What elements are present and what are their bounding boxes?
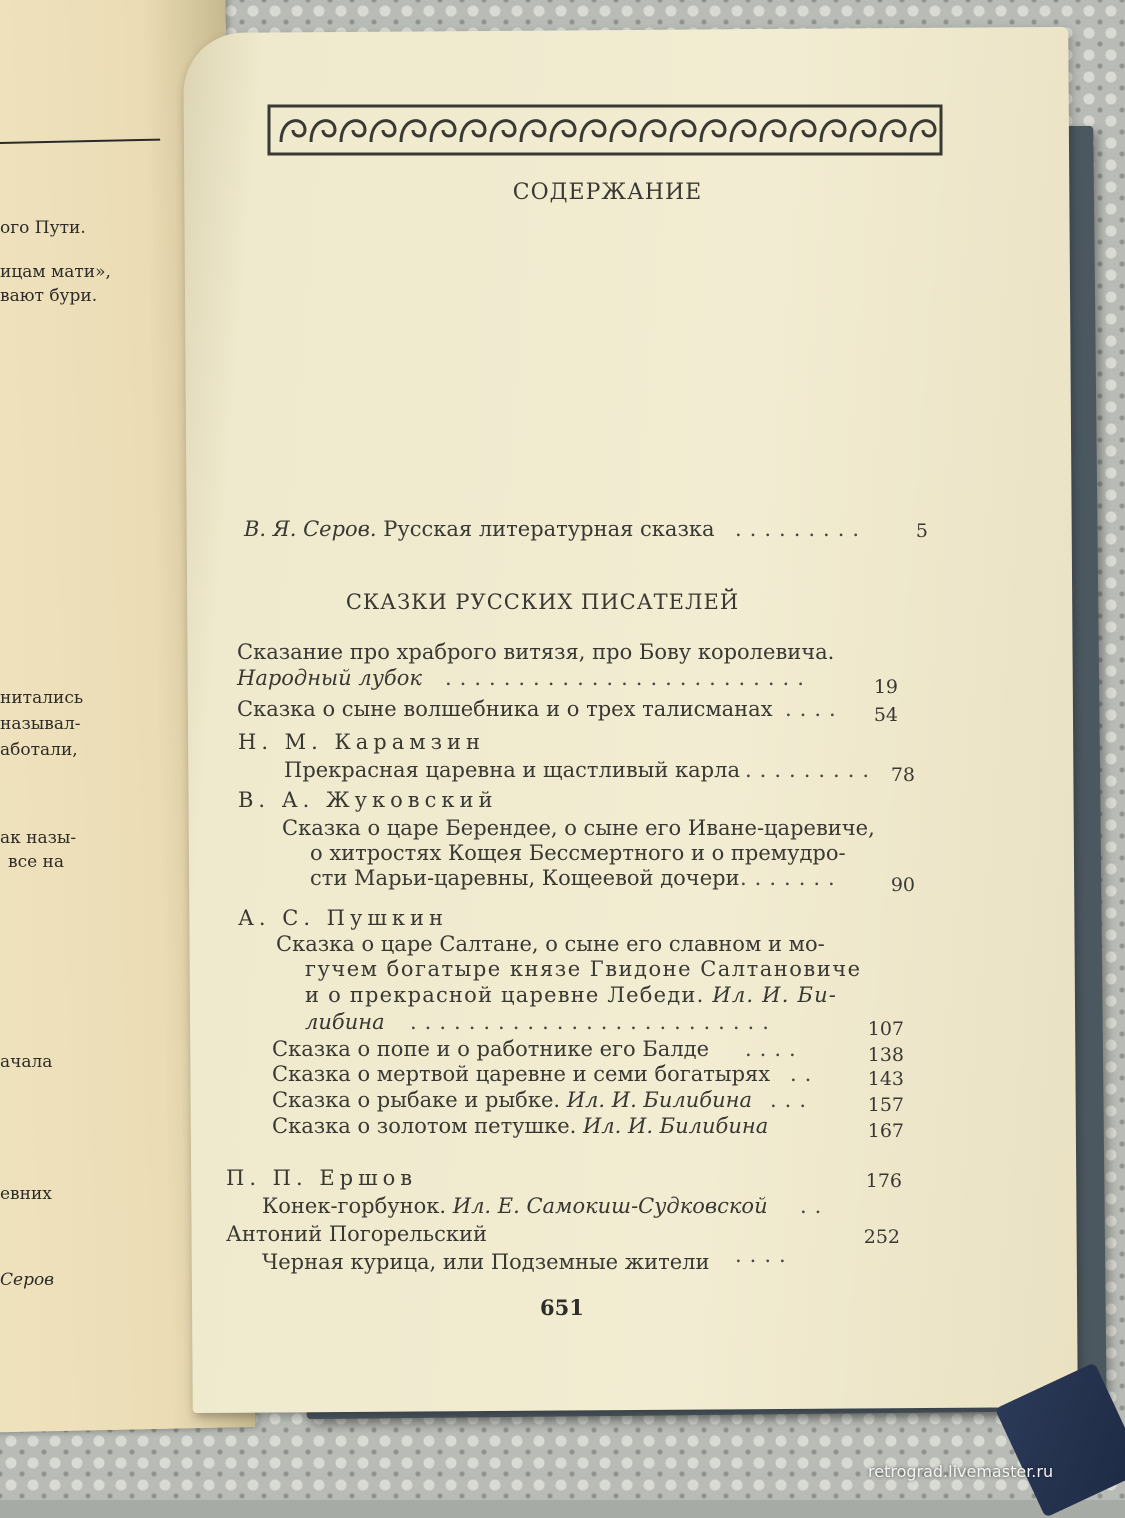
toc-entry-bova: Сказание про храброго витязя, про Бову королевича. (237, 640, 835, 664)
toc-entry-kuritsa: Черная курица, или Подземные жители (262, 1250, 710, 1274)
toc-author-ershov: П. П. Ершов (226, 1166, 418, 1190)
toc-illustrator: Ил. Е. Самокиш-Судковской (452, 1194, 768, 1218)
ornament-scroll (911, 121, 935, 142)
ornament-scroll (671, 121, 695, 142)
toc-page-number: 90 (890, 874, 915, 896)
ornament-scroll (881, 121, 905, 142)
toc-entry-tsarevna: Сказка о мертвой царевне и семи богатырях (272, 1062, 771, 1086)
toc-entry-saltan-cont: гучем богатыре князе Гвидоне Салтановиче (305, 957, 862, 981)
watermark: retrograd.livemaster.ru (868, 1462, 1054, 1481)
toc-illustrator: Ил. И. Би- (712, 983, 838, 1007)
page-title: СОДЕРЖАНИЕ (512, 180, 703, 205)
ornament-scroll (491, 121, 515, 142)
toc-entry-intro (244, 517, 715, 541)
toc-leader-dots: .... (735, 1243, 794, 1267)
toc-leader-dots: ......................... (410, 1010, 777, 1034)
toc-page-number: 143 (867, 1068, 904, 1090)
toc-page-number: 19 (873, 676, 898, 698)
toc-title: Русская литературная сказка (376, 517, 715, 541)
toc-leader-dots: ....... (740, 866, 843, 890)
left-page-line: аботали, (0, 740, 78, 760)
toc-entry-bova-subtitle (237, 666, 422, 690)
toc-title-part: Сказка о рыбаке и рыбке. (272, 1088, 567, 1112)
ornament-scroll (281, 121, 305, 142)
ornament-scroll (761, 121, 785, 142)
left-page-line: ачала (0, 1052, 53, 1072)
page-number: 651 (540, 1295, 584, 1320)
toc-page-number: 107 (867, 1018, 904, 1040)
toc-leader-dots: ......... (745, 758, 878, 782)
toc-leader-dots: ......................... (445, 666, 812, 690)
ornament-scroll (401, 121, 425, 142)
toc-illustrator: Ил. И. Билибина (582, 1114, 769, 1138)
toc-page-number: 78 (890, 764, 915, 786)
toc-author-pogorelsky: Антоний Погорельский (226, 1222, 487, 1246)
left-page-line: ицам мати», (0, 262, 111, 282)
toc-entry-rybak (272, 1088, 752, 1112)
section-title: СКАЗКИ РУССКИХ ПИСАТЕЛЕЙ (345, 590, 740, 614)
toc-page-number: 252 (863, 1226, 900, 1248)
toc-entry-petushok (272, 1114, 768, 1138)
ornament-scroll (701, 121, 725, 142)
left-page-line: Серов (0, 1270, 55, 1290)
toc-page-number: 138 (867, 1044, 904, 1066)
toc-page-number: 54 (873, 704, 898, 726)
left-page-rule (0, 139, 160, 145)
ornament-scroll (581, 121, 605, 142)
toc-entry-zhukovsky-cont: сти Марьи-царевны, Кощеевой дочери (310, 866, 740, 890)
toc-page-number: 167 (867, 1120, 904, 1142)
toc-illustrator: Ил. И. Билибина (566, 1088, 752, 1112)
toc-leader-dots: ......... (735, 517, 868, 541)
toc-title-part: Сказка о золотом петушке. (272, 1114, 583, 1138)
toc-leader-dots: .. (790, 1062, 820, 1086)
toc-leader-dots: .. (800, 1194, 830, 1218)
decorative-ornament (265, 102, 945, 158)
toc-page-number: 157 (867, 1094, 904, 1116)
ornament-scroll (521, 121, 545, 142)
left-page-line: все на (8, 852, 65, 872)
toc-title-part: Конек-горбунок. (262, 1194, 453, 1218)
ornament-scroll (431, 121, 455, 142)
toc-entry-saltan-cont (305, 1010, 385, 1034)
left-page-line: ак назы- (0, 828, 77, 848)
toc-author-pushkin: А. С. Пушкин (238, 906, 448, 930)
ornament-scroll (611, 121, 635, 142)
ornament-scroll (341, 121, 365, 142)
toc-entry-son: Сказка о сыне волшебника и о трех талисманах (237, 697, 773, 721)
toc-leader-dots: ... (770, 1088, 815, 1112)
toc-page-number: 5 (915, 520, 928, 542)
left-page-line: ого Пути. (0, 218, 86, 238)
toc-illustrator: либина (305, 1010, 385, 1034)
ornament-scroll (791, 121, 815, 142)
ornament-scroll (371, 121, 395, 142)
toc-leader-dots: .... (785, 697, 844, 721)
toc-page-number: 176 (865, 1170, 902, 1192)
toc-entry-saltan-cont (305, 983, 837, 1007)
toc-author-zhukovsky: В. А. Жуковский (238, 788, 498, 812)
toc-entry-karamzin: Прекрасная царевна и щастливый карла (284, 758, 740, 782)
left-page-line: нитались (0, 688, 84, 708)
toc-author-karamzin: Н. М. Карамзин (238, 730, 486, 754)
ornament-scroll (821, 121, 845, 142)
ornament-scroll (851, 121, 875, 142)
toc-leader-dots: .... (745, 1037, 804, 1061)
toc-entry-saltan: Сказка о царе Салтане, о сыне его славном и мо- (276, 932, 825, 956)
toc-title-part: и о прекрасной царевне Лебеди. (305, 983, 713, 1007)
toc-entry-zhukovsky-cont: о хитростях Кощея Бессмертного и о премудро- (310, 841, 846, 865)
ornament-scroll (641, 121, 665, 142)
toc-entry-zhukovsky: Сказка о царе Берендее, о сыне его Иване-царевиче, (282, 816, 875, 840)
left-page-line: вают бури. (0, 286, 98, 306)
ornament-scroll (311, 121, 335, 142)
ornament-scroll (731, 121, 755, 142)
toc-author: В. Я. Серов. (244, 517, 377, 541)
toc-entry-konek (262, 1194, 768, 1218)
ornament-scroll (551, 121, 575, 142)
toc-entry-balda: Сказка о попе и о работнике его Балде (272, 1037, 710, 1061)
toc-subtitle: Народный лубок (237, 666, 422, 690)
left-page-line: называл- (0, 714, 81, 734)
ornament-scroll (461, 121, 485, 142)
left-page-line: евних (0, 1184, 52, 1204)
